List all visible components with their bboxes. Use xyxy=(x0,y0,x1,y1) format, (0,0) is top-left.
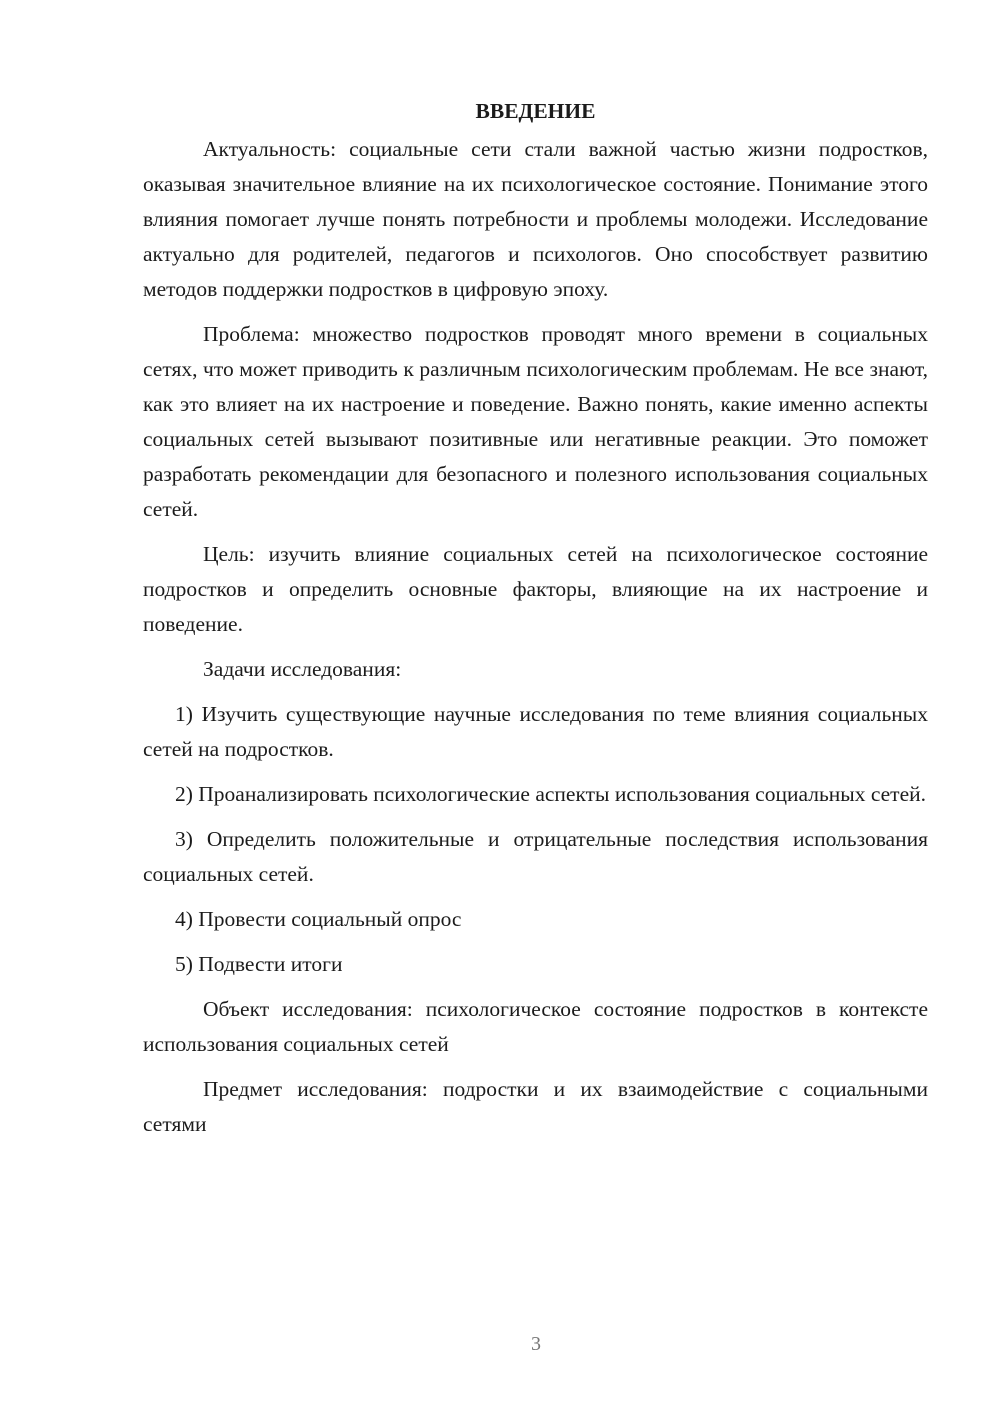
problem-paragraph: Проблема: множество подростков проводят много времени в социальных сетях, что может приводить к различным психологическим проблемам. Не все знают, как это влияет на их настроение и поведение. Важно понять, какие именно аспекты социальных сетей вызывают позитивные или негативные реакции. Это поможет разработать рекомендации для безопасного и полезного использования социальных сетей. xyxy=(143,322,928,521)
page-title: ВВЕДЕНИЕ xyxy=(475,99,596,123)
task-item: 2) Проанализировать психологические аспекты использования социальных сетей. xyxy=(175,782,926,806)
task-item: 4) Провести социальный опрос xyxy=(175,907,462,931)
relevance-paragraph: Актуальность: социальные сети стали важной частью жизни подростков, оказывая значительное влияние на их психологическое состояние. Понимание этого влияния помогает лучше понять потребности и проблемы молодежи. Исследование актуально для родителей, педагогов и психологов. Оно способствует развитию методов поддержки подростков в цифровую эпоху. xyxy=(143,137,928,301)
task-item: 1) Изучить существующие научные исследования по теме влияния социальных сетей на подростков. xyxy=(143,702,928,761)
task-item: 3) Определить положительные и отрицательные последствия использования социальных сетей. xyxy=(143,827,928,886)
tasks-list xyxy=(143,697,928,982)
subject-paragraph: Предмет исследования: подростки и их взаимодействие с социальными сетями xyxy=(143,1077,928,1136)
page-number: 3 xyxy=(531,1333,541,1355)
tasks-heading: Задачи исследования: xyxy=(203,657,402,681)
page-body xyxy=(143,96,928,1152)
goal-paragraph: Цель: изучить влияние социальных сетей на психологическое состояние подростков и определить основные факторы, влияющие на их настроение и поведение. xyxy=(143,542,928,636)
task-item: 5) Подвести итоги xyxy=(175,952,343,976)
object-paragraph: Объект исследования: психологическое состояние подростков в контексте использования социальных сетей xyxy=(143,997,928,1056)
